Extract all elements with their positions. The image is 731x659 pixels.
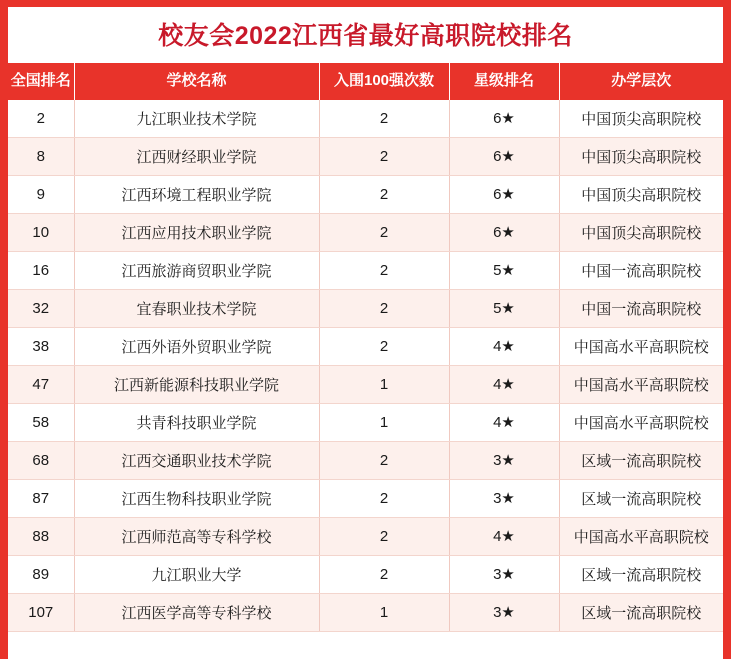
cell-times: 2 <box>319 137 449 175</box>
cell-school-name: 江西应用技术职业学院 <box>74 213 319 251</box>
table-row <box>8 289 723 327</box>
table-row <box>8 327 723 365</box>
cell-level: 区域一流高职院校 <box>559 479 723 517</box>
cell-times: 2 <box>319 251 449 289</box>
cell-school-name: 江西交通职业技术学院 <box>74 441 319 479</box>
title-banner <box>8 7 723 63</box>
cell-times: 1 <box>319 403 449 441</box>
table-row <box>8 100 723 138</box>
cell-school-name: 宜春职业技术学院 <box>74 289 319 327</box>
cell-level: 中国顶尖高职院校 <box>559 175 723 213</box>
cell-level: 中国顶尖高职院校 <box>559 213 723 251</box>
cell-star-rating: 5★ <box>449 251 559 289</box>
cell-star-rating: 6★ <box>449 175 559 213</box>
cell-times: 2 <box>319 441 449 479</box>
cell-star-rating: 4★ <box>449 517 559 555</box>
header-cell-times: 入围100强次数 <box>319 63 449 100</box>
cell-rank: 9 <box>8 175 74 213</box>
cell-level: 中国顶尖高职院校 <box>559 100 723 138</box>
header-cell-level: 办学层次 <box>559 63 723 100</box>
table-row <box>8 441 723 479</box>
cell-level: 区域一流高职院校 <box>559 555 723 593</box>
cell-level: 中国高水平高职院校 <box>559 403 723 441</box>
cell-star-rating: 3★ <box>449 593 559 631</box>
header-cell-name: 学校名称 <box>74 63 319 100</box>
cell-star-rating: 4★ <box>449 403 559 441</box>
cell-rank: 38 <box>8 327 74 365</box>
cell-star-rating: 5★ <box>449 289 559 327</box>
cell-times: 2 <box>319 289 449 327</box>
cell-times: 2 <box>319 327 449 365</box>
cell-times: 2 <box>319 213 449 251</box>
cell-rank: 8 <box>8 137 74 175</box>
table-row <box>8 213 723 251</box>
top-accent-bar <box>8 0 723 7</box>
table-row <box>8 175 723 213</box>
cell-school-name: 江西旅游商贸职业学院 <box>74 251 319 289</box>
table-row <box>8 517 723 555</box>
header-cell-rank: 全国排名 <box>8 63 74 100</box>
cell-star-rating: 4★ <box>449 365 559 403</box>
cell-times: 1 <box>319 593 449 631</box>
cell-rank: 16 <box>8 251 74 289</box>
cell-star-rating: 3★ <box>449 479 559 517</box>
cell-times: 2 <box>319 555 449 593</box>
table-row <box>8 251 723 289</box>
cell-star-rating: 6★ <box>449 100 559 138</box>
cell-level: 区域一流高职院校 <box>559 441 723 479</box>
cell-school-name: 江西新能源科技职业学院 <box>74 365 319 403</box>
table-row <box>8 137 723 175</box>
table-row <box>8 593 723 631</box>
cell-rank: 88 <box>8 517 74 555</box>
cell-rank: 10 <box>8 213 74 251</box>
cell-rank: 58 <box>8 403 74 441</box>
cell-star-rating: 4★ <box>449 327 559 365</box>
cell-star-rating: 6★ <box>449 137 559 175</box>
cell-times: 2 <box>319 517 449 555</box>
table-body <box>8 100 723 632</box>
cell-school-name: 九江职业大学 <box>74 555 319 593</box>
cell-rank: 89 <box>8 555 74 593</box>
ranking-table <box>8 63 723 632</box>
cell-times: 2 <box>319 479 449 517</box>
cell-star-rating: 6★ <box>449 213 559 251</box>
cell-level: 中国高水平高职院校 <box>559 517 723 555</box>
cell-star-rating: 3★ <box>449 441 559 479</box>
cell-school-name: 江西师范高等专科学校 <box>74 517 319 555</box>
cell-star-rating: 3★ <box>449 555 559 593</box>
header-cell-star: 星级排名 <box>449 63 559 100</box>
table-header-row <box>8 63 723 100</box>
cell-rank: 107 <box>8 593 74 631</box>
table-row <box>8 365 723 403</box>
table-row <box>8 555 723 593</box>
cell-times: 1 <box>319 365 449 403</box>
page-title: 校友会2022江西省最好高职院校排名 <box>158 22 573 50</box>
cell-rank: 47 <box>8 365 74 403</box>
table-header <box>8 63 723 100</box>
cell-level: 中国高水平高职院校 <box>559 365 723 403</box>
cell-rank: 87 <box>8 479 74 517</box>
cell-school-name: 共青科技职业学院 <box>74 403 319 441</box>
cell-times: 2 <box>319 100 449 138</box>
cell-level: 中国高水平高职院校 <box>559 327 723 365</box>
cell-level: 区域一流高职院校 <box>559 593 723 631</box>
cell-rank: 2 <box>8 100 74 138</box>
table-row <box>8 479 723 517</box>
table-row <box>8 403 723 441</box>
cell-times: 2 <box>319 175 449 213</box>
cell-level: 中国一流高职院校 <box>559 289 723 327</box>
cell-school-name: 江西外语外贸职业学院 <box>74 327 319 365</box>
cell-school-name: 江西医学高等专科学校 <box>74 593 319 631</box>
cell-school-name: 江西环境工程职业学院 <box>74 175 319 213</box>
cell-school-name: 九江职业技术学院 <box>74 100 319 138</box>
cell-level: 中国一流高职院校 <box>559 251 723 289</box>
cell-school-name: 江西生物科技职业学院 <box>74 479 319 517</box>
cell-level: 中国顶尖高职院校 <box>559 137 723 175</box>
cell-rank: 68 <box>8 441 74 479</box>
cell-school-name: 江西财经职业学院 <box>74 137 319 175</box>
cell-rank: 32 <box>8 289 74 327</box>
